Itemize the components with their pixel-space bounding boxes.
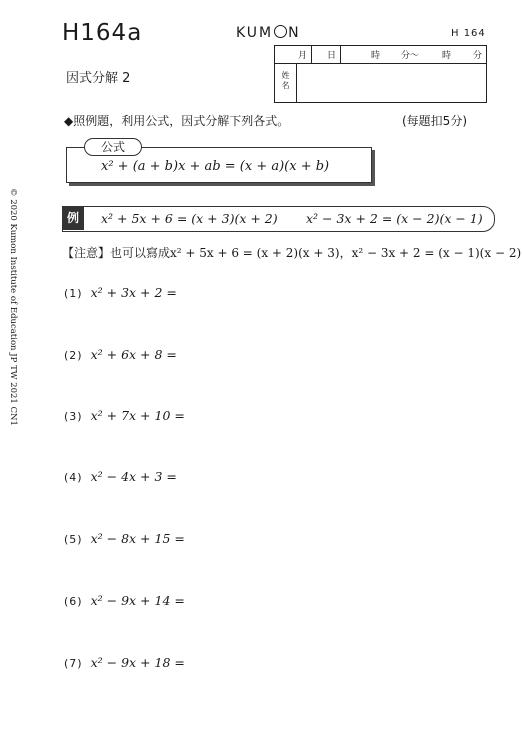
- month-cell[interactable]: [275, 46, 312, 63]
- problem-expression: x² + 7x + 10 =: [90, 408, 185, 423]
- worksheet-code-right: H 164: [451, 28, 486, 39]
- name-label: [275, 63, 297, 102]
- problem-expression: x² + 3x + 2 =: [90, 285, 177, 300]
- date-time-row: [275, 46, 486, 64]
- problem-4[interactable]: [64, 469, 177, 484]
- name-label-line1: 姓: [281, 71, 290, 80]
- example-text-1: x² + 5x + 6 = (x + 3)(x + 2): [101, 211, 278, 226]
- formula-tag: 公式: [84, 138, 142, 156]
- copyright-text: © 2020 Kumon Institute of Education JP TW 2021 CN1: [8, 188, 18, 426]
- instruction-text: ◆照例題，利用公式，因式分解下列各式。: [64, 114, 290, 128]
- problem-number: (7): [64, 657, 83, 670]
- problem-7[interactable]: [64, 655, 185, 670]
- minute-label-1: 分～: [401, 51, 420, 61]
- score-note: (每題扣5分): [402, 114, 467, 128]
- name-field[interactable]: [298, 63, 486, 102]
- copyright-sidebar: [6, 188, 20, 438]
- example-text-2: x² − 3x + 2 = (x − 2)(x − 1): [306, 211, 483, 226]
- example-tag: 例: [62, 206, 84, 230]
- formula-text: x² + (a + b)x + ab = (x + a)(x + b): [101, 159, 330, 174]
- page-title: 因式分解 2: [66, 71, 131, 86]
- problem-expression: x² − 9x + 14 =: [90, 593, 185, 608]
- problem-expression: x² − 8x + 15 =: [90, 531, 185, 546]
- problem-number: (6): [64, 595, 83, 608]
- info-box: [274, 45, 487, 103]
- problem-expression: x² − 9x + 18 =: [90, 655, 185, 670]
- minute-label-2: 分: [473, 51, 483, 61]
- day-cell[interactable]: [312, 46, 341, 63]
- problem-6[interactable]: [64, 593, 185, 608]
- problem-number: (5): [64, 533, 83, 546]
- logo-circle-icon: [274, 25, 287, 38]
- problem-expression: x² − 4x + 3 =: [90, 469, 177, 484]
- brand-text-pre: KUM: [236, 25, 274, 41]
- problem-number: (4): [64, 471, 83, 484]
- hour-label-1: 時: [371, 51, 381, 61]
- time-cell[interactable]: [341, 46, 486, 63]
- problem-3[interactable]: [64, 408, 185, 423]
- kumon-logo: [236, 25, 301, 41]
- note-text: 【注意】也可以寫成x² + 5x + 6 = (x + 2)(x + 3)，x² − 3x + 2 = (x − 1)(x − 2): [62, 246, 522, 260]
- worksheet-code: H164a: [62, 20, 143, 46]
- problem-2[interactable]: [64, 347, 177, 362]
- problem-number: (2): [64, 349, 83, 362]
- problem-number: (1): [64, 287, 83, 300]
- problem-1[interactable]: [64, 285, 177, 300]
- problem-expression: x² + 6x + 8 =: [90, 347, 177, 362]
- hour-label-2: 時: [442, 51, 452, 61]
- problem-5[interactable]: [64, 531, 185, 546]
- problem-number: (3): [64, 410, 83, 423]
- name-label-line2: 名: [281, 81, 290, 90]
- day-label: 日: [326, 51, 336, 61]
- month-label: 月: [297, 51, 307, 61]
- brand-text-post: N: [288, 25, 301, 41]
